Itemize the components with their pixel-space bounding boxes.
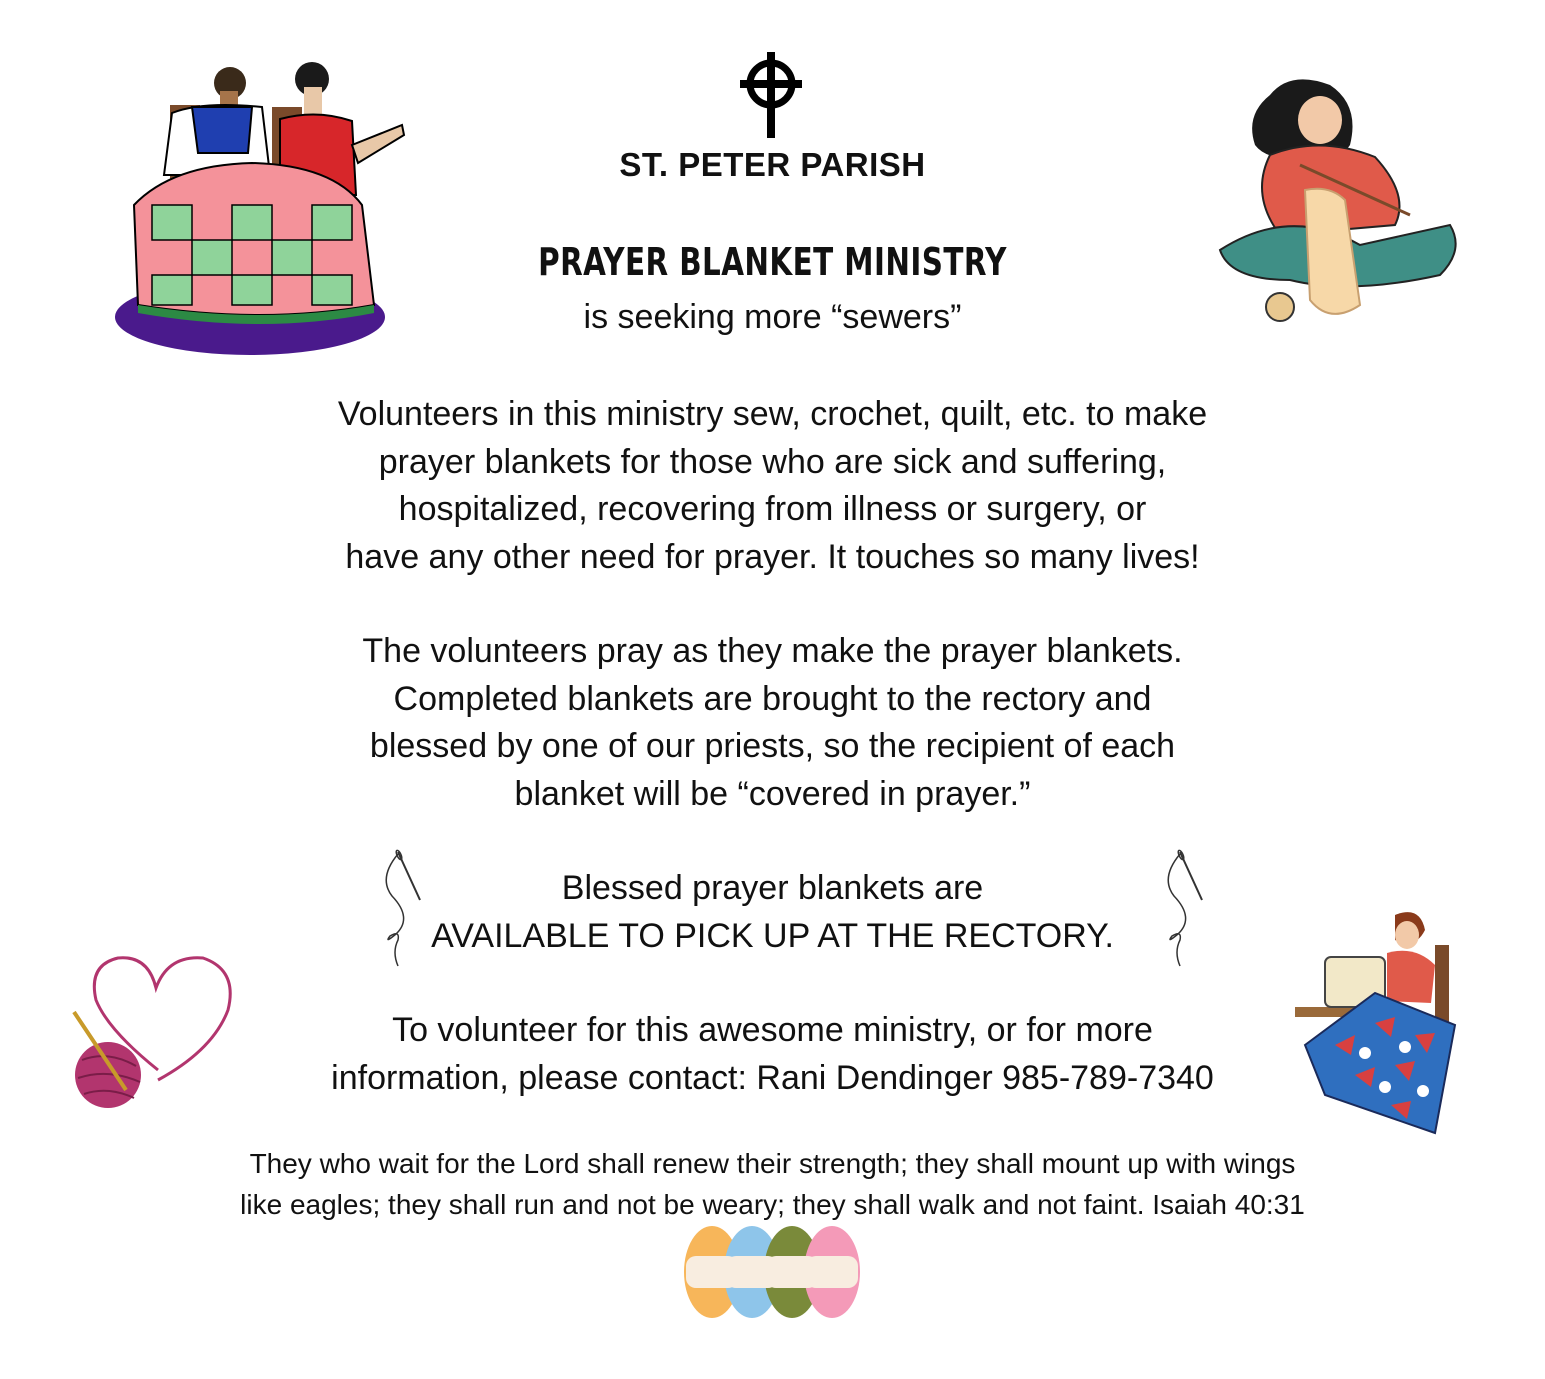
paragraph-line: The volunteers pray as they make the prayer blankets. <box>362 632 1183 670</box>
paragraph-line: blanket will be “covered in prayer.” <box>514 774 1031 813</box>
ministry-subtitle: is seeking more “sewers” <box>583 298 962 336</box>
heart-yarn-crochet-hook-icon <box>68 950 243 1110</box>
verse-line: like eagles; they shall run and not be weary; they shall walk and not faint. Isaiah 40:31 <box>240 1189 1305 1220</box>
paragraph-line: Volunteers in this ministry sew, crochet, quilt, etc. to make <box>337 395 1208 433</box>
needle-and-thread-icon <box>378 848 428 973</box>
paragraph-line: blessed by one of our priests, so the recipient of each <box>369 727 1176 765</box>
blessing-paragraph <box>0 628 1545 818</box>
description-paragraph <box>0 391 1545 581</box>
paragraph-line: prayer blankets for those who are sick and suffering, <box>378 442 1167 481</box>
paragraph-line: Completed blankets are brought to the rectory and <box>393 679 1152 718</box>
ministry-title: PRAYER BLANKET MINISTRY <box>538 240 1007 284</box>
needle-and-thread-icon <box>1160 848 1210 973</box>
yarn-skeins-icon <box>680 1222 865 1322</box>
woman-knitting-illustration <box>1210 75 1460 325</box>
paragraph-line: hospitalized, recovering from illness or surgery, or <box>398 490 1147 528</box>
contact-line: information, please contact: Rani Dendinger 985-789-7340 <box>331 1058 1214 1097</box>
parish-name: ST. PETER PARISH <box>619 146 926 183</box>
verse-line: They who wait for the Lord shall renew their strength; they shall mount up with wings <box>249 1148 1296 1179</box>
paragraph-line: To volunteer for this awesome ministry, or for more <box>392 1011 1153 1049</box>
two-people-quilting-illustration <box>112 55 412 360</box>
woman-sewing-quilt-illustration <box>1295 905 1460 1137</box>
paragraph-line: have any other need for prayer. It touches so many lives! <box>345 537 1200 576</box>
bible-verse <box>0 1143 1545 1225</box>
paragraph-line: AVAILABLE TO PICK UP AT THE RECTORY. <box>431 916 1114 955</box>
paragraph-line: Blessed prayer blankets are <box>561 869 984 907</box>
celtic-cross-icon <box>738 52 804 138</box>
